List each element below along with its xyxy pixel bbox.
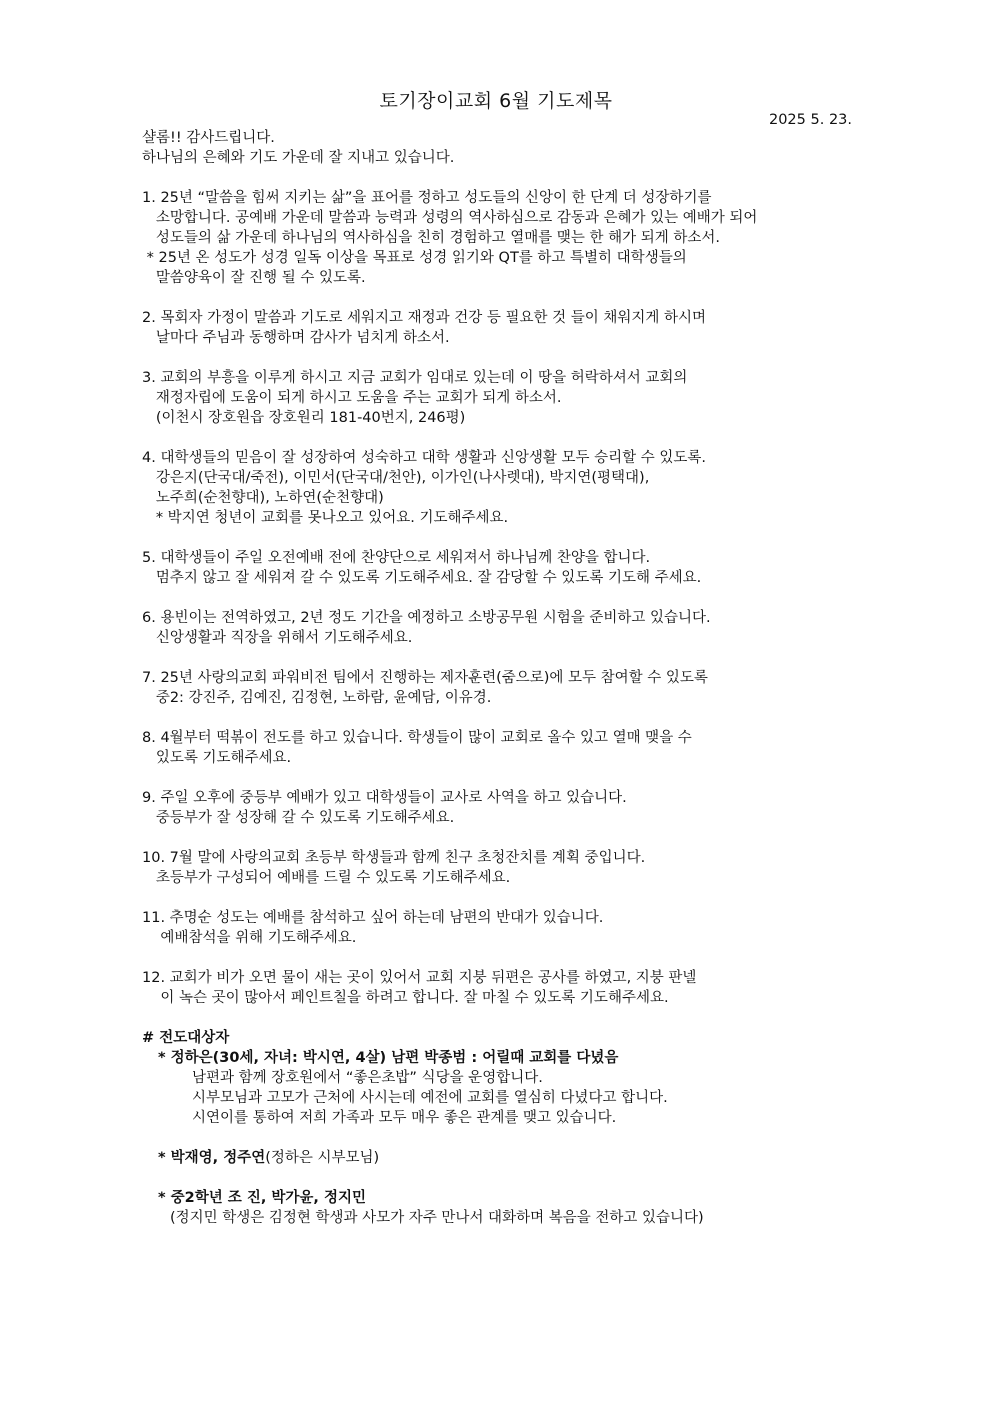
prayer-item-1-line: 말씀양육이 잘 진행 될 수 있도록. — [142, 270, 366, 286]
prayer-item-4-line: * 박지연 청년이 교회를 못나오고 있어요. 기도해주세요. — [142, 510, 509, 526]
prayer-item-7-line: 7. 25년 사랑의교회 파워비전 팀에서 진행하는 제자훈련(줌으로)에 모두 참여할 수 있도록 — [142, 670, 708, 686]
prayer-item-7-line: 중2: 강진주, 김예진, 김정현, 노하람, 윤예담, 이유경. — [142, 690, 492, 706]
evangelism-person-1-note: 시부모님과 고모가 근처에 사시는데 예전에 교회를 열심히 다녔다고 합니다. — [192, 1090, 668, 1106]
prayer-item-10-line: 10. 7월 말에 사랑의교회 초등부 학생들과 함께 친구 초청잔치를 계획 중입니다. — [142, 850, 646, 866]
evangelism-person-1-note: 남편과 함께 장호원에서 “좋은초밥” 식당을 운영합니다. — [192, 1070, 543, 1086]
prayer-item-8-line: 있도록 기도해주세요. — [142, 750, 292, 766]
evangelism-person-2-names: * 박재영, 정주연 — [158, 1150, 266, 1166]
prayer-item-6-line: 신앙생활과 직장을 위해서 기도해주세요. — [142, 630, 413, 646]
prayer-item-9-line: 9. 주일 오후에 중등부 예배가 있고 대학생들이 교사로 사역을 하고 있습니다. — [142, 790, 627, 806]
prayer-item-8-line: 8. 4월부터 떡볶이 전도를 하고 있습니다. 학생들이 많이 교회로 올수 있고 열매 맺을 수 — [142, 730, 692, 746]
prayer-item-3-line: 3. 교회의 부흥을 이루게 하시고 지금 교회가 임대로 있는데 이 땅을 허락하셔서 교회의 — [142, 370, 688, 386]
prayer-item-9-line: 중등부가 잘 성장해 갈 수 있도록 기도해주세요. — [142, 810, 455, 826]
prayer-item-3-line: (이천시 장호원읍 장호원리 181-40번지, 246평) — [142, 410, 466, 426]
page-title: 토기장이교회 6월 기도제목 — [379, 90, 613, 112]
evangelism-person-1-note: 시연이를 통하여 저희 가족과 모두 매우 좋은 관계를 맺고 있습니다. — [192, 1110, 617, 1126]
prayer-item-2-line: 2. 목회자 가정이 말씀과 기도로 세워지고 재정과 건강 등 필요한 것 들이 채워지게 하시며 — [142, 310, 706, 326]
prayer-item-12-line: 이 녹슨 곳이 많아서 페인트칠을 하려고 합니다. 잘 마칠 수 있도록 기도해주세요. — [142, 990, 669, 1006]
prayer-item-4-line: 강은지(단국대/죽전), 이민서(단국대/천안), 이가인(나사렛대), 박지연(평택대), — [142, 470, 650, 486]
evangelism-heading: # 전도대상자 — [142, 1030, 230, 1046]
evangelism-person-2 — [158, 1148, 379, 1168]
prayer-item-11-line: 예배참석을 위해 기도해주세요. — [142, 930, 357, 946]
prayer-item-12-line: 12. 교회가 비가 오면 물이 새는 곳이 있어서 교회 지붕 뒤편은 공사를 하였고, 지붕 판넬 — [142, 970, 697, 986]
prayer-item-4-line: 4. 대학생들의 믿음이 잘 성장하여 성숙하고 대학 생활과 신앙생활 모두 승리할 수 있도록. — [142, 450, 706, 466]
prayer-item-1-line: 성도들의 삶 가운데 하나님의 역사하심을 친히 경험하고 열매를 맺는 한 해가 되게 하소서. — [142, 230, 720, 246]
prayer-item-10-line: 초등부가 구성되어 예배를 드릴 수 있도록 기도해주세요. — [142, 870, 511, 886]
prayer-item-5-line: 멈추지 않고 잘 세워져 갈 수 있도록 기도해주세요. 잘 감당할 수 있도록 기도해 주세요. — [142, 570, 702, 586]
prayer-item-1-line: 1. 25년 “말씀을 힘써 지키는 삶”을 표어를 정하고 성도들의 신앙이 한 단계 더 성장하기를 — [142, 190, 712, 206]
prayer-item-11-line: 11. 추명순 성도는 예배를 참석하고 싶어 하는데 남편의 반대가 있습니다. — [142, 910, 604, 926]
evangelism-person-3-note: (정지민 학생은 김정현 학생과 사모가 자주 만나서 대화하며 복음을 전하고 있습니다) — [170, 1210, 704, 1226]
evangelism-person-1-title: * 정하은(30세, 자녀: 박시연, 4살) 남편 박종범 : 어릴때 교회를 다녔음 — [158, 1050, 619, 1066]
evangelism-person-2-relation: (정하은 시부모님) — [265, 1150, 380, 1166]
prayer-item-2-line: 날마다 주님과 동행하며 감사가 넘치게 하소서. — [142, 330, 450, 346]
greeting-line: 샬롬!! 감사드립니다. — [142, 130, 275, 146]
document-date: 2025 5. 23. — [768, 112, 852, 128]
evangelism-person-3-title: * 중2학년 조 진, 박가윤, 정지민 — [158, 1190, 367, 1206]
prayer-item-3-line: 재정자립에 도움이 되게 하시고 도움을 주는 교회가 되게 하소서. — [142, 390, 562, 406]
prayer-item-1-line: 소망합니다. 공예배 가운데 말씀과 능력과 성령의 역사하심으로 감동과 은혜가 있는 예배가 되어 — [142, 210, 758, 226]
prayer-item-4-line: 노주희(순천향대), 노하연(순천향대) — [142, 490, 384, 506]
greeting-line: 하나님의 은혜와 기도 가운데 잘 지내고 있습니다. — [142, 150, 455, 166]
prayer-item-5-line: 5. 대학생들이 주일 오전예배 전에 찬양단으로 세워져서 하나님께 찬양을 합니다. — [142, 550, 651, 566]
prayer-item-1-line: * 25년 온 성도가 성경 일독 이상을 목표로 성경 읽기와 QT를 하고 특별히 대학생들의 — [142, 250, 687, 266]
prayer-item-6-line: 6. 용빈이는 전역하였고, 2년 정도 기간을 예정하고 소방공무원 시험을 준비하고 있습니다. — [142, 610, 711, 626]
